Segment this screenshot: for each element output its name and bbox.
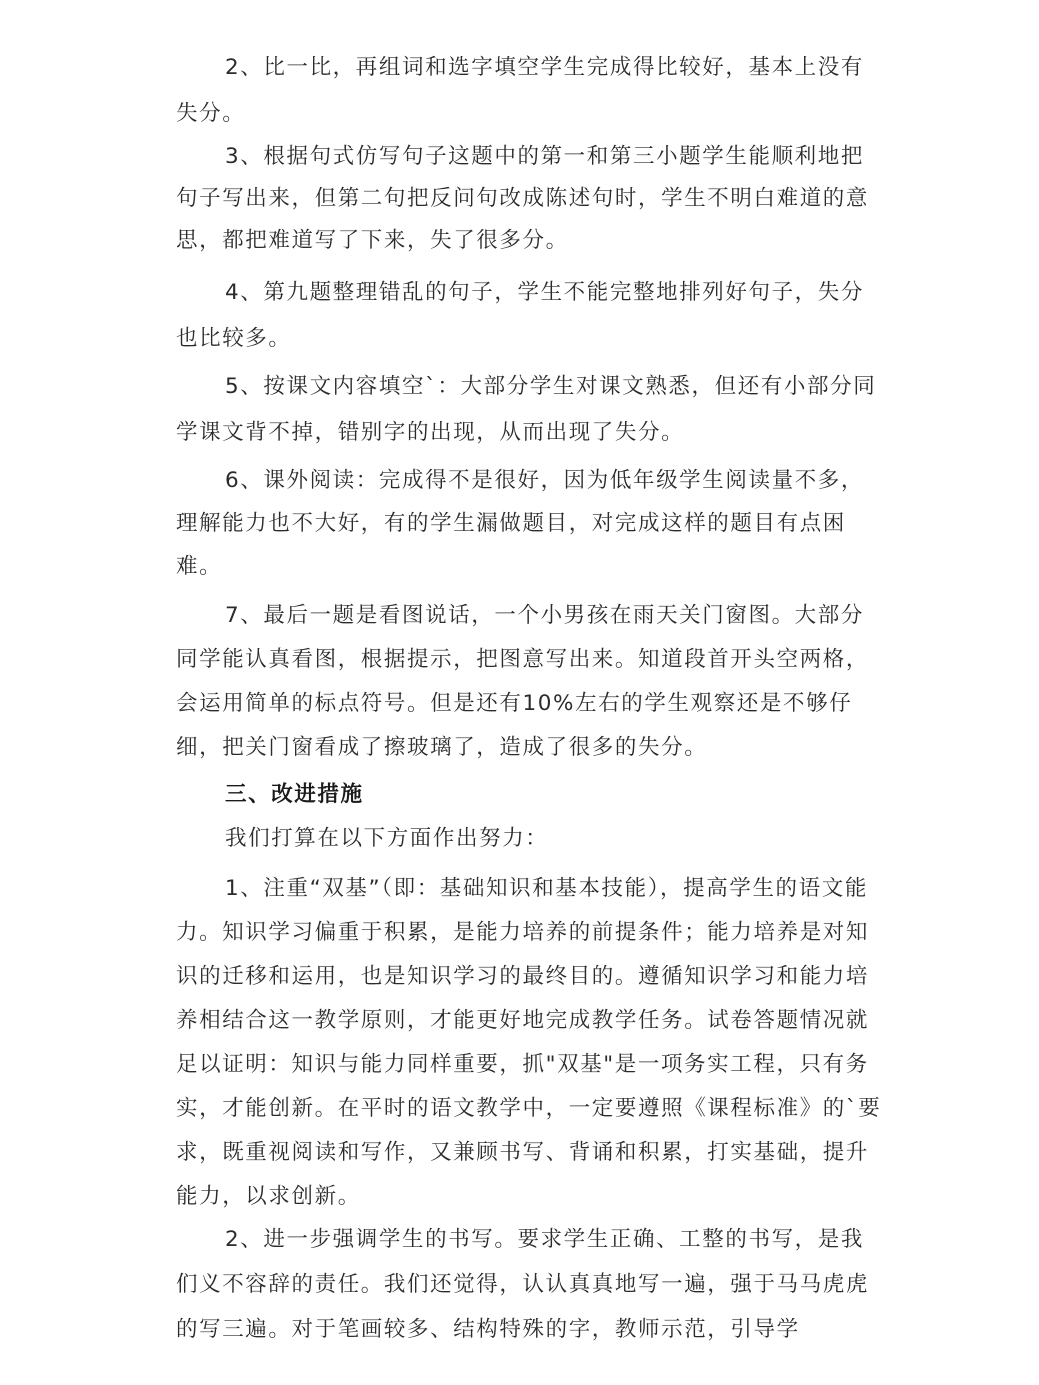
paragraph-item-5: 5、按课文内容填空`：大部分学生对课文熟悉，但还有小部分同学课文背不掉，错别字的出现，从而出现了失分。 bbox=[176, 374, 877, 445]
paragraph-item-6: 6、课外阅读：完成得不是很好，因为低年级学生阅读量不多，理解能力也不大好，有的学生漏做题目，对完成这样的题目有点困难。 bbox=[176, 468, 864, 579]
section-heading: 三、改进措施 bbox=[225, 782, 364, 807]
paragraph-item-2: 2、比一比，再组词和选字填空学生完成得比较好，基本上没有失分。 bbox=[176, 55, 864, 126]
paragraph-item-7: 7、最后一题是看图说话，一个小男孩在雨天关门窗图。大部分同学能认真看图，根据提示，把图意写出来。知道段首开头空两格，会运用简单的标点符号。但是还有10%左右的学生观察还是不够仔细，把关门窗看成了擦玻璃了，造成了很多的失分。 bbox=[176, 603, 870, 760]
paragraph-item-4: 4、第九题整理错乱的句子，学生不能完整地排列好句子，失分也比较多。 bbox=[176, 280, 864, 351]
measure-paragraph-1: 1、注重“双基”（即：基础知识和基本技能），提高学生的语文能力。知识学习偏重于积累，是能力培养的前提条件；能力培养是对知识的迁移和运用，也是知识学习的最终目的。遵循知识学习和能力培养相结合这一教学原则，才能更好地完成教学任务。试卷答题情况就足以证明：知识与能力同样重要，抓"双基"是一项务实工程，只有务实，才能创新。在平时的语文教学中，一定要遵照《课程标准》的`要求，既重视阅读和写作，又兼顾书写、背诵和积累，打实基础，提升能力，以求创新。 bbox=[176, 876, 882, 1209]
paragraph-item-3: 3、根据句式仿写句子这题中的第一和第三小题学生能顺利地把句子写出来，但第二句把反问句改成陈述句时，学生不明白难道的意思，都把难道写了下来，失了很多分。 bbox=[176, 144, 870, 253]
intro-paragraph: 我们打算在以下方面作出努力： bbox=[225, 826, 549, 851]
measure-paragraph-2: 2、进一步强调学生的书写。要求学生正确、工整的书写，是我们义不容辞的责任。我们还觉得，认认真真地写一遍，强于马马虎虎的写三遍。对于笔画较多、结构特殊的字，教师示范，引导学 bbox=[176, 1227, 870, 1342]
